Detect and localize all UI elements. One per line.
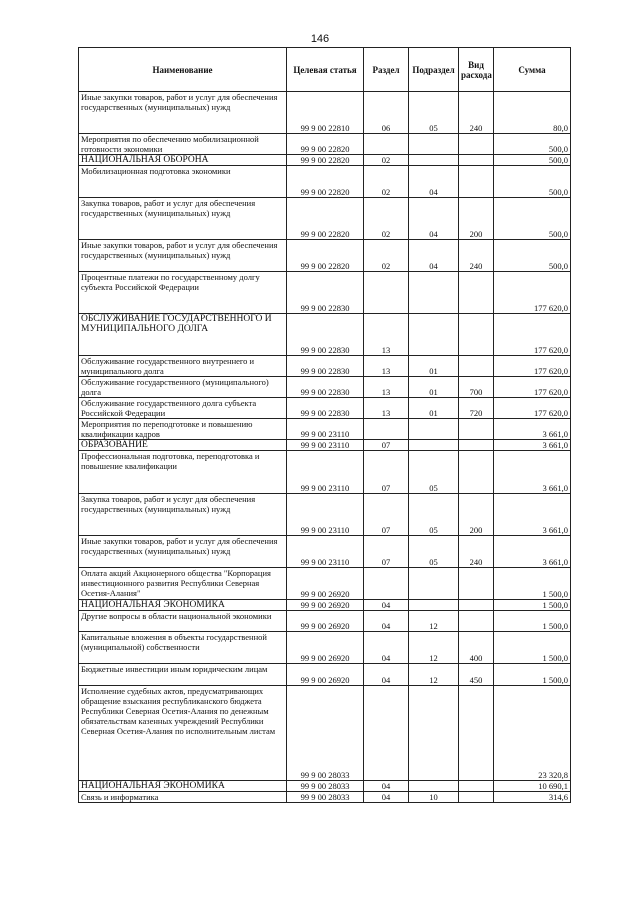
row-article: 99 9 00 22820 xyxy=(287,155,364,166)
row-name: Иные закупки товаров, работ и услуг для обеспечения государственных (муниципальных) нужд xyxy=(79,92,287,134)
row-article: 99 9 00 26920 xyxy=(287,611,364,632)
row-subsection: 01 xyxy=(409,356,459,377)
row-name: Закупка товаров, работ и услуг для обеспечения государственных (муниципальных) нужд xyxy=(79,198,287,240)
row-name: Обслуживание государственного внутреннего и муниципального долга xyxy=(79,356,287,377)
row-subsection: 05 xyxy=(409,536,459,568)
row-expense-type xyxy=(459,356,494,377)
row-section xyxy=(364,568,409,600)
row-amount: 10 690,1 xyxy=(494,781,571,792)
row-name: Мероприятия по обеспечению мобилизационной готовности экономики xyxy=(79,134,287,155)
row-article: 99 9 00 23110 xyxy=(287,494,364,536)
row-name: Закупка товаров, работ и услуг для обеспечения государственных (муниципальных) нужд xyxy=(79,494,287,536)
row-section xyxy=(364,134,409,155)
row-section: 04 xyxy=(364,664,409,686)
row-article: 99 9 00 22820 xyxy=(287,166,364,198)
row-section: 04 xyxy=(364,781,409,792)
row-subsection xyxy=(409,568,459,600)
row-amount: 177 620,0 xyxy=(494,356,571,377)
table-row xyxy=(79,440,571,451)
row-name: Бюджетные инвестиции иным юридическим лицам xyxy=(79,664,287,686)
row-subsection: 12 xyxy=(409,611,459,632)
table-row xyxy=(79,134,571,155)
row-amount: 177 620,0 xyxy=(494,398,571,419)
row-name: Мероприятия по переподготовке и повышению квалификации кадров xyxy=(79,419,287,440)
row-name: Иные закупки товаров, работ и услуг для обеспечения государственных (муниципальных) нужд xyxy=(79,240,287,272)
row-amount: 500,0 xyxy=(494,166,571,198)
row-article: 99 9 00 22820 xyxy=(287,198,364,240)
row-article: 99 9 00 26920 xyxy=(287,568,364,600)
row-amount: 3 661,0 xyxy=(494,494,571,536)
header-name: Наименование xyxy=(79,48,287,92)
row-amount: 500,0 xyxy=(494,134,571,155)
row-amount: 177 620,0 xyxy=(494,314,571,356)
row-subsection: 01 xyxy=(409,398,459,419)
row-name: НАЦИОНАЛЬНАЯ ОБОРОНА xyxy=(79,155,287,166)
row-section: 13 xyxy=(364,314,409,356)
row-expense-type xyxy=(459,155,494,166)
table-row xyxy=(79,536,571,568)
table-row xyxy=(79,356,571,377)
row-article: 99 9 00 23110 xyxy=(287,536,364,568)
budget-table xyxy=(78,47,571,803)
table-row xyxy=(79,632,571,664)
row-amount: 1 500,0 xyxy=(494,600,571,611)
table-row xyxy=(79,792,571,803)
header-section: Раздел xyxy=(364,48,409,92)
row-expense-type: 200 xyxy=(459,198,494,240)
row-article: 99 9 00 22820 xyxy=(287,134,364,155)
header-amount: Сумма xyxy=(494,48,571,92)
row-section: 13 xyxy=(364,377,409,398)
row-article: 99 9 00 22810 xyxy=(287,92,364,134)
row-subsection: 04 xyxy=(409,240,459,272)
row-section: 13 xyxy=(364,356,409,377)
row-section: 13 xyxy=(364,398,409,419)
row-subsection: 04 xyxy=(409,198,459,240)
row-article: 99 9 00 22830 xyxy=(287,377,364,398)
row-amount: 3 661,0 xyxy=(494,451,571,494)
row-name: Профессиональная подготовка, переподготовка и повышение квалификации xyxy=(79,451,287,494)
row-expense-type xyxy=(459,781,494,792)
row-amount: 1 500,0 xyxy=(494,632,571,664)
table-row xyxy=(79,568,571,600)
row-amount: 314,6 xyxy=(494,792,571,803)
row-subsection: 04 xyxy=(409,166,459,198)
row-subsection xyxy=(409,314,459,356)
row-subsection: 05 xyxy=(409,494,459,536)
row-subsection: 05 xyxy=(409,92,459,134)
row-amount: 1 500,0 xyxy=(494,568,571,600)
row-section xyxy=(364,272,409,314)
row-amount: 1 500,0 xyxy=(494,664,571,686)
row-article: 99 9 00 23110 xyxy=(287,440,364,451)
row-article: 99 9 00 23110 xyxy=(287,419,364,440)
row-amount: 3 661,0 xyxy=(494,440,571,451)
row-section: 04 xyxy=(364,600,409,611)
row-name: Оплата акций Акционерного общества "Корпорация инвестиционного развития Республики Северная Осетия-Алания" xyxy=(79,568,287,600)
table-row xyxy=(79,92,571,134)
row-name: Обслуживание государственного (муниципального) долга xyxy=(79,377,287,398)
table-row xyxy=(79,398,571,419)
row-amount: 500,0 xyxy=(494,240,571,272)
row-article: 99 9 00 26920 xyxy=(287,632,364,664)
table-row xyxy=(79,781,571,792)
table-row xyxy=(79,600,571,611)
row-section: 07 xyxy=(364,494,409,536)
header-subsection: Подраздел xyxy=(409,48,459,92)
row-section: 07 xyxy=(364,440,409,451)
row-name: Другие вопросы в области национальной экономики xyxy=(79,611,287,632)
row-subsection xyxy=(409,781,459,792)
row-name: Связь и информатика xyxy=(79,792,287,803)
row-article: 99 9 00 22830 xyxy=(287,272,364,314)
row-article: 99 9 00 22830 xyxy=(287,356,364,377)
row-subsection: 12 xyxy=(409,664,459,686)
row-subsection xyxy=(409,440,459,451)
row-name: Иные закупки товаров, работ и услуг для обеспечения государственных (муниципальных) нужд xyxy=(79,536,287,568)
row-amount: 500,0 xyxy=(494,155,571,166)
row-section: 07 xyxy=(364,536,409,568)
row-expense-type: 200 xyxy=(459,494,494,536)
table-row xyxy=(79,198,571,240)
table-row xyxy=(79,272,571,314)
row-subsection xyxy=(409,134,459,155)
row-name: ОБСЛУЖИВАНИЕ ГОСУДАРСТВЕННОГО И МУНИЦИПАЛЬНОГО ДОЛГА xyxy=(79,314,287,356)
row-article: 99 9 00 28033 xyxy=(287,781,364,792)
table-row xyxy=(79,155,571,166)
row-expense-type xyxy=(459,314,494,356)
row-article: 99 9 00 26920 xyxy=(287,664,364,686)
row-section: 04 xyxy=(364,632,409,664)
row-subsection xyxy=(409,155,459,166)
row-section: 02 xyxy=(364,240,409,272)
header-article: Целевая статья xyxy=(287,48,364,92)
row-article: 99 9 00 22830 xyxy=(287,398,364,419)
table-row xyxy=(79,611,571,632)
header-expense-type: Вид расхода xyxy=(459,48,494,92)
row-expense-type xyxy=(459,166,494,198)
table-row xyxy=(79,451,571,494)
row-amount: 500,0 xyxy=(494,198,571,240)
row-name: Процентные платежи по государственному долгу субъекта Российской Федерации xyxy=(79,272,287,314)
row-expense-type xyxy=(459,272,494,314)
row-amount: 23 320,8 xyxy=(494,686,571,781)
table-row xyxy=(79,166,571,198)
row-section: 02 xyxy=(364,198,409,240)
row-article: 99 9 00 23110 xyxy=(287,451,364,494)
row-expense-type xyxy=(459,600,494,611)
row-section xyxy=(364,686,409,781)
row-section: 02 xyxy=(364,155,409,166)
row-expense-type xyxy=(459,419,494,440)
row-expense-type: 240 xyxy=(459,92,494,134)
row-expense-type xyxy=(459,451,494,494)
row-expense-type xyxy=(459,611,494,632)
table-row xyxy=(79,314,571,356)
row-amount: 3 661,0 xyxy=(494,419,571,440)
row-expense-type xyxy=(459,134,494,155)
table-row xyxy=(79,377,571,398)
row-expense-type xyxy=(459,440,494,451)
row-article: 99 9 00 28033 xyxy=(287,686,364,781)
row-expense-type: 700 xyxy=(459,377,494,398)
row-subsection xyxy=(409,600,459,611)
table-header-row xyxy=(79,48,571,92)
row-name: НАЦИОНАЛЬНАЯ ЭКОНОМИКА xyxy=(79,600,287,611)
row-article: 99 9 00 28033 xyxy=(287,792,364,803)
row-article: 99 9 00 22830 xyxy=(287,314,364,356)
row-subsection xyxy=(409,419,459,440)
row-name: Капитальные вложения в объекты государственной (муниципальной) собственности xyxy=(79,632,287,664)
row-expense-type xyxy=(459,792,494,803)
row-amount: 3 661,0 xyxy=(494,536,571,568)
table-row xyxy=(79,419,571,440)
row-expense-type: 720 xyxy=(459,398,494,419)
row-subsection: 01 xyxy=(409,377,459,398)
row-subsection: 12 xyxy=(409,632,459,664)
row-article: 99 9 00 22820 xyxy=(287,240,364,272)
row-expense-type: 450 xyxy=(459,664,494,686)
row-amount: 1 500,0 xyxy=(494,611,571,632)
row-section: 02 xyxy=(364,166,409,198)
row-section: 04 xyxy=(364,792,409,803)
row-article: 99 9 00 26920 xyxy=(287,600,364,611)
row-amount: 177 620,0 xyxy=(494,272,571,314)
table-row xyxy=(79,686,571,781)
table-row xyxy=(79,494,571,536)
row-subsection: 05 xyxy=(409,451,459,494)
row-section xyxy=(364,419,409,440)
row-expense-type xyxy=(459,686,494,781)
row-section: 04 xyxy=(364,611,409,632)
row-section: 07 xyxy=(364,451,409,494)
page-number: 146 xyxy=(310,33,330,45)
row-subsection: 10 xyxy=(409,792,459,803)
row-name: НАЦИОНАЛЬНАЯ ЭКОНОМИКА xyxy=(79,781,287,792)
row-subsection xyxy=(409,686,459,781)
row-name: ОБРАЗОВАНИЕ xyxy=(79,440,287,451)
row-amount: 177 620,0 xyxy=(494,377,571,398)
row-expense-type: 400 xyxy=(459,632,494,664)
row-name: Обслуживание государственного долга субъекта Российской Федерации xyxy=(79,398,287,419)
table-row xyxy=(79,664,571,686)
row-expense-type: 240 xyxy=(459,536,494,568)
row-expense-type: 240 xyxy=(459,240,494,272)
row-name: Мобилизационная подготовка экономики xyxy=(79,166,287,198)
row-amount: 80,0 xyxy=(494,92,571,134)
table-row xyxy=(79,240,571,272)
row-section: 06 xyxy=(364,92,409,134)
row-subsection xyxy=(409,272,459,314)
row-expense-type xyxy=(459,568,494,600)
row-name: Исполнение судебных актов, предусматривающих обращение взыскания республиканского бюджета Республики Северная Осетия-Алания по денежным обязательствам казенных учреждений Республики Северная Осетия-Алания по исполнительным листам xyxy=(79,686,287,781)
